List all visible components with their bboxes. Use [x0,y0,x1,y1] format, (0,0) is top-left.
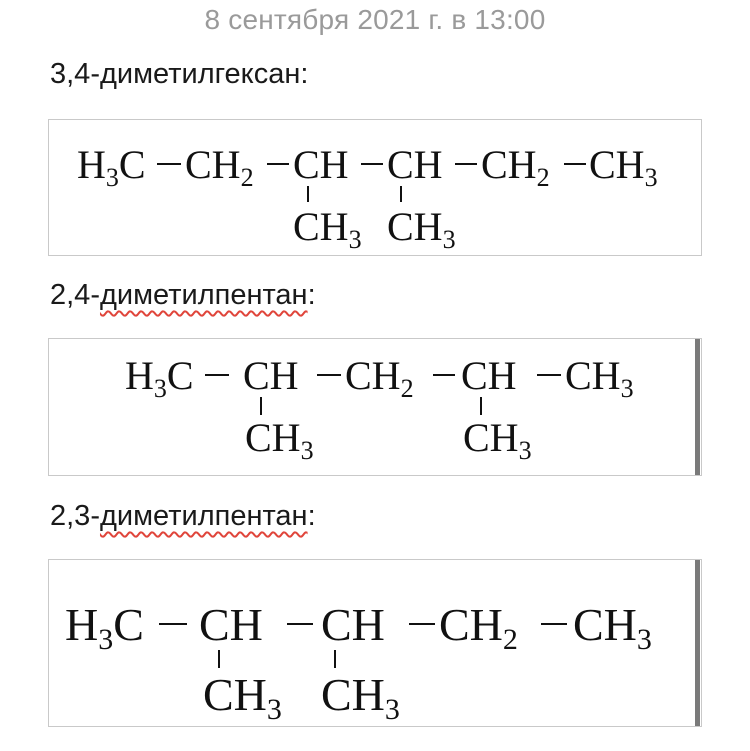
chain-atom: CH [199,599,263,650]
formula-image-3 [48,559,702,727]
structural-formula-2-3-dimethylpentane [49,560,703,728]
chain-atom: $CH_3$ [565,353,634,403]
compound-name-1: 3,4-диметилгексан: [50,58,309,90]
chain-atom: $CH_2$ [345,353,414,403]
chain-atom: H3C [65,599,144,656]
branch-atom: CH3 [321,669,400,726]
branch-atom: $CH_3$ [245,415,314,465]
branch-atom: $CH_3$ [293,204,362,254]
chain-atom: CH [461,353,517,398]
chain-atom: CH [293,142,349,187]
chain-atom: $CH_2$ [481,142,550,192]
chain-atom: CH3 [573,599,652,656]
structural-formula-3-4-dimethylhexane [49,120,703,257]
chain-atom: CH [321,599,385,650]
chain-atom: $CH_2$ [185,142,254,192]
compound-name-2: 2,4-диметилпентан: [50,279,316,311]
chain-atom: CH [387,142,443,187]
branch-atom: $CH_3$ [387,204,456,254]
branch-atom: $CH_3$ [463,415,532,465]
spellcheck-underline: диметилпентан [99,279,308,311]
chain-atom: CH [243,353,299,398]
formula-image-2 [48,338,702,476]
chain-atom: $CH_3$ [589,142,658,192]
formula-image-1 [48,119,702,256]
chain-atom: CH2 [439,599,518,656]
compound-name-3: 2,3-диметилпентан: [50,500,316,532]
chain-atom: $H_3C$ [77,142,146,192]
branch-atom: CH3 [203,669,282,726]
structural-formula-2-4-dimethylpentane [49,339,703,477]
spellcheck-underline: диметилпентан [99,500,308,532]
timestamp: 8 сентября 2021 г. в 13:00 [204,4,546,35]
chain-atom: $H_3C$ [125,353,194,403]
